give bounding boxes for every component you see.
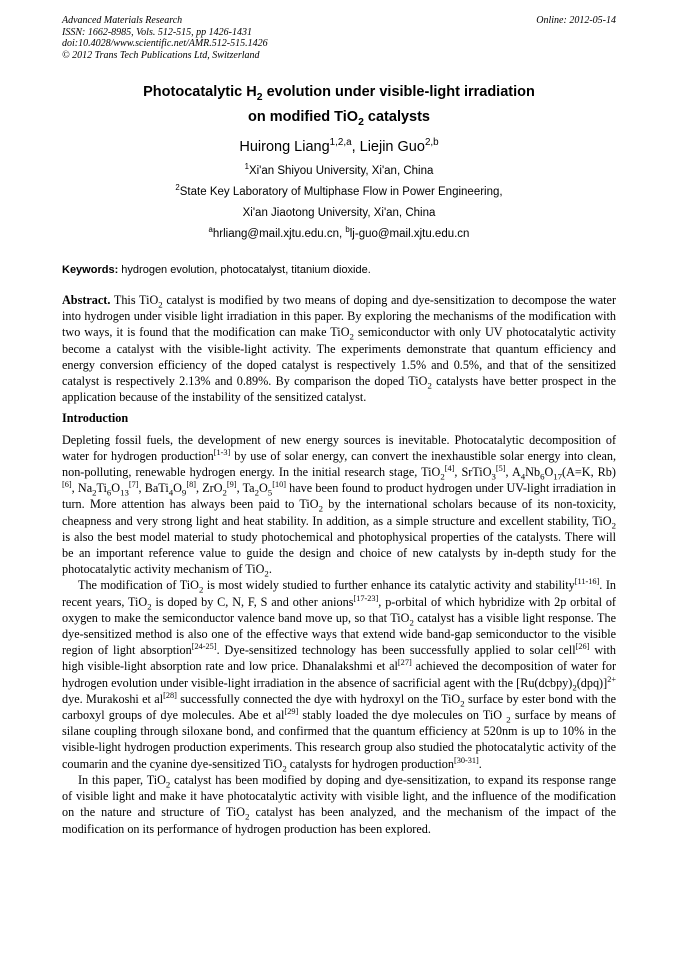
author-list: Huirong Liang$^{1,2,a}$, Liejin Guo$^{2,b}$ (239, 137, 439, 155)
email-b: lj-guo@mail.xjtu.edu.cn (349, 228, 470, 240)
doi-line: doi:10.4028/www.scientific.net/AMR.512-515.1426 (62, 38, 268, 49)
author-2: Liejin Guo (359, 139, 425, 155)
keywords (62, 262, 616, 278)
keywords-label: Keywords: (62, 264, 119, 276)
intro-paragraph-1: Depleting fossil fuels, the development of new energy sources is inevitable. Photocatalytic decomposition of water for hydrogen production[1-3] by use of solar energy, can convert the inexhaustible solar energy into clean, non-polluting, renewable hydrogen energy. In the initial research stage, TiO$_2$[4], SrTiO$_3$[5], $A_4Nb_6O_{17}(A=K$, Rb)[6], $Na_2Ti_6O_{13}[7]$, $BaTi_4O_9[8]$, ZrO$_2$[9], $Ta_2O_5[10]$ have been found to product hydrogen under UV-light irradiation in turn. More attention has always been paid to TiO$_2$ by the international scholars because of its non-toxicity, cheapness and very strong light and heat stability. In addition, as a simple structure and excellent stability, TiO$_2$ is also the best model material to study photochemical and photophysical properties of the catalysts. There will be an important reference value to guide the design and choice of new catalysts by in-depth study for the photocatalytic activity mechanism of TiO$_2$. (62, 432, 617, 579)
affiliation-2-cont: Xi'an Jiaotong University, Xi'an, China (242, 207, 436, 219)
copyright-line: © 2012 Trans Tech Publications Ltd, Switzerland (62, 49, 260, 61)
issn-line: ISSN: 1662-8985, Vols. 512-515, pp 1426-1431 (62, 26, 252, 38)
intro-paragraph-3: In this paper, TiO$_2$ catalyst has been modified by doping and dye-sensitization, to expand its response range of visible light and make it have photocatalytic activity with visible light, and the influence of the modification on the nature and structure of TiO$_2$ catalyst has been analyzed, and the mechanism of the impact of the modification on its performance of hydrogen production has been explored. (62, 772, 616, 836)
author-emails: $^a$hrliang@mail.xjtu.edu.cn, $^b$lj-guo@mail.xjtu.edu.cn (208, 225, 470, 240)
journal-name: Advanced Materials Research (62, 15, 183, 26)
title-line-1: Photocatalytic $H_2$ evolution under visible-light irradiation (143, 84, 535, 103)
paper-body (62, 292, 616, 837)
paper-title (40, 80, 638, 130)
affiliation-2: $^2$State Key Laboratory of Multiphase Flow in Power Engineering, (175, 183, 503, 198)
section-heading-introduction: Introduction (62, 411, 129, 426)
title-line-2: on modified TiO$_2$ catalysts (247, 109, 430, 128)
author-1: Huirong Liang (239, 139, 330, 155)
keywords-text: hydrogen evolution, photocatalyst, titanium dioxide. (118, 264, 371, 276)
affiliation-1: $^1$Xi'an Shiyou University, Xi'an, China (244, 162, 434, 177)
abstract: Abstract. This TiO$_2$ catalyst is modified by two means of doping and dye-sensitization to decompose the water into hydrogen under visible light irradiation in this paper. By exploring the mechanisms of the modification with two ways, it is found that the modification can make TiO$_2$ semiconductor with only UV photocatalytic activity become a catalyst with the visible-light activity. The experiments demonstrate that quantum efficiency and energy conversion efficiency of the doped catalyst is respectively 1.5% and 0.5%, and that of the sensitized catalyst is respectively 2.13% and 0.89%. By comparison the doped TiO$_2$ catalysts have better prospect in the application because of the instability of the sensitized catalyst. (62, 293, 617, 405)
journal-header (62, 15, 268, 61)
intro-paragraph-2: The modification of TiO$_2$ is most widely studied to further enhance its catalytic activity and stability[11-16]. In recent years, TiO$_2$ is doped by C, N, F, S and other anions[17-23], p-orbital of which hybridize with 2p orbital of oxygen to make the semiconductor valence band move up, so that TiO$_2$ catalyst has a visible light response. The dye-sensitized method is also one of the effective ways that extend wide band-gap semiconductor to the visible region of light absorption[24-25]. Dye-sensitized technology has been successfully applied to solar cell[26] with high visible-light absorption rate and low price. Dhanalakshmi et al[27] achieved the decomposition of water for hydrogen evolution under visible-light irradiation in the absence of sacrificial agent with the $[Ru(dcbpy)_2(dpq)]^{2+}$ dye. Murakoshi et al[28] successfully connected the dye with hydroxyl on the TiO$_2$ surface by ester bond with the carboxyl groups of dye molecules. Abe et al[29] stably loaded the dye molecules on TiO $_2$ surface by means of silane coupling through siloxane bond, and confirmed that the quantum efficiency at 520nm is up to 10% in the visible-light hydrogen production experiments. This research group also studied the photocatalytic activity of the coumarin and the cyanine dye-sensitized TiO$_2$ catalysts for hydrogen production[30-31]. (62, 577, 617, 774)
affiliations (40, 161, 638, 245)
email-a: hrliang@mail.xjtu.edu.cn, (212, 228, 346, 240)
online-date: Online: 2012-05-14 (536, 15, 616, 26)
